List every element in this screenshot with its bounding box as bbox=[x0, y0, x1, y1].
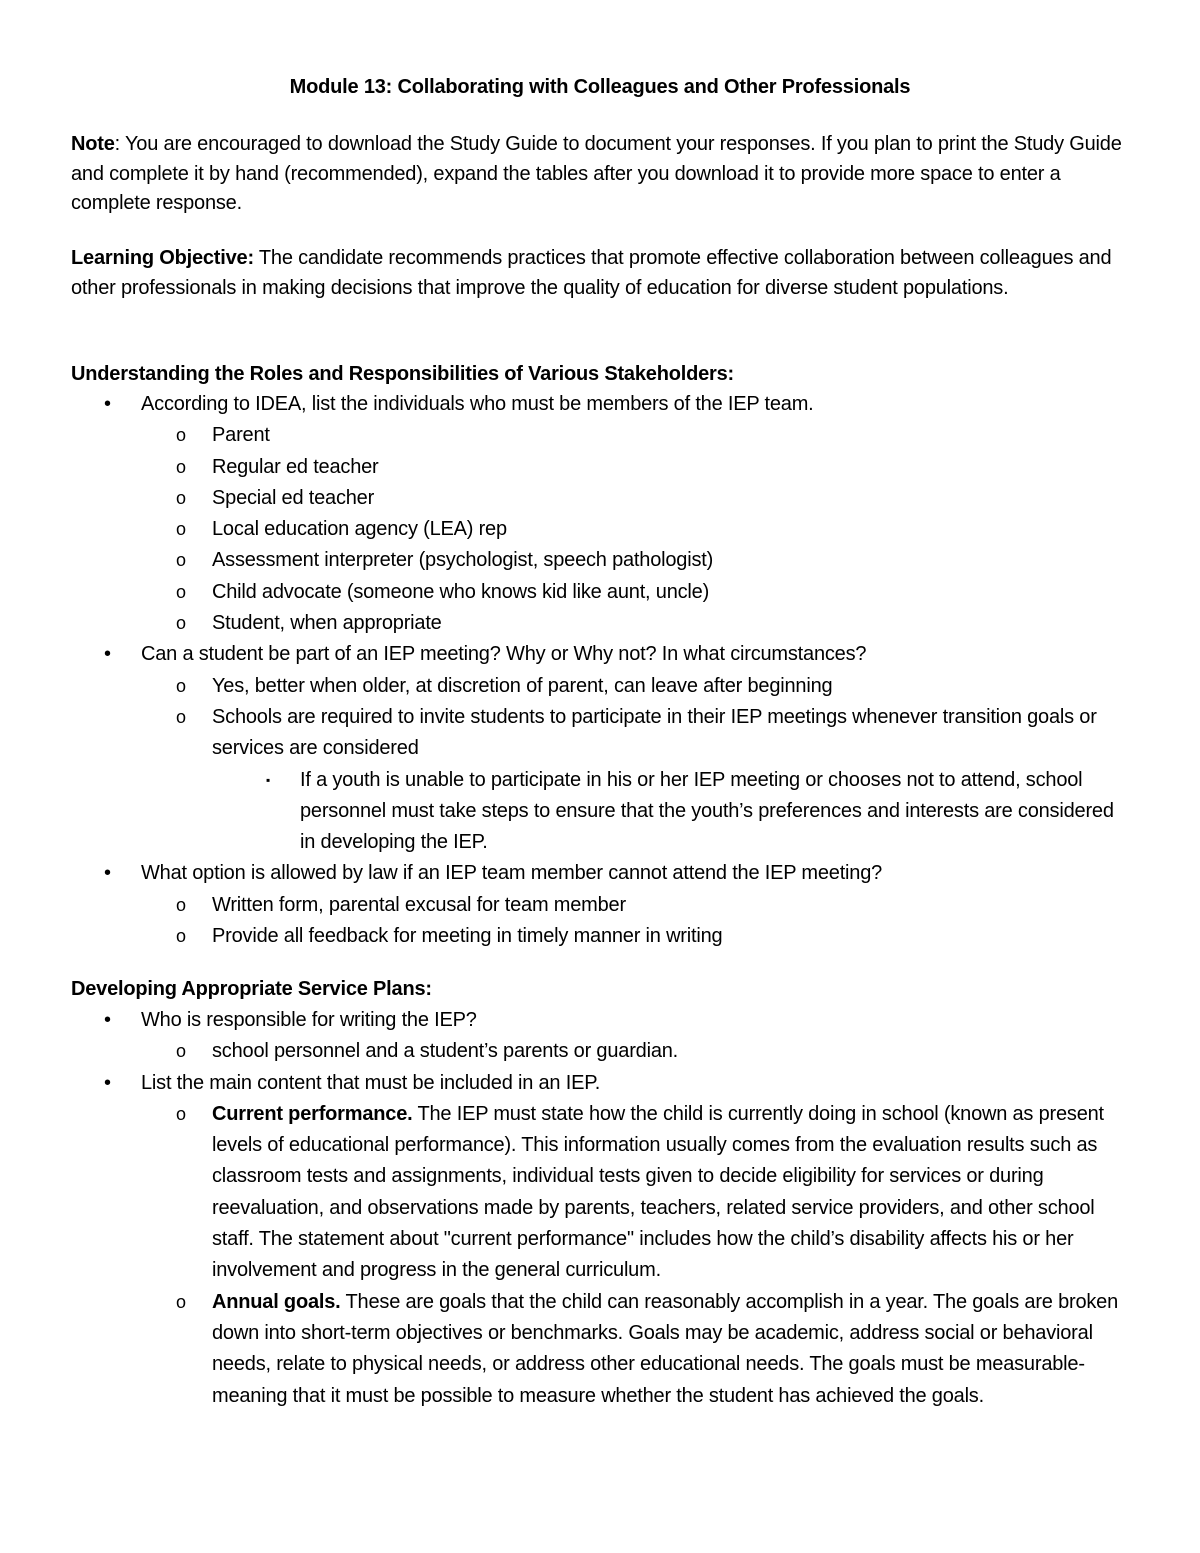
bullet-marker: • bbox=[104, 862, 111, 885]
answer-text: Regular ed teacher bbox=[212, 455, 379, 478]
list-item bbox=[0, 890, 1200, 921]
circle-marker: o bbox=[176, 926, 186, 947]
circle-marker: o bbox=[176, 487, 186, 508]
list-item bbox=[0, 921, 1200, 952]
circle-marker: o bbox=[176, 519, 186, 540]
bullet-marker: • bbox=[104, 643, 111, 666]
answer-text: Yes, better when older, at discretion of parent, can leave after beginning bbox=[212, 674, 833, 697]
question-text: Who is responsible for writing the IEP? bbox=[141, 1009, 477, 1031]
annual-goals-text: These are goals that the child can reasonably accomplish in a year. The goals are broken down into short-term objectives or benchmarks. Goals may be academic, address social or behavioral needs, relate to physical needs, or address other educational needs. The goals must be measurable-meaning that it must be possible to measure whether the student has achieved the goals. bbox=[212, 1290, 1119, 1407]
circle-marker: o bbox=[176, 425, 186, 446]
list-item bbox=[0, 671, 1200, 702]
question-text: According to IDEA, list the individuals who must be members of the IEP team. bbox=[141, 393, 814, 415]
page-title: Module 13: Collaborating with Colleagues and Other Professionals bbox=[289, 76, 911, 98]
answer-text: Written form, parental excusal for team member bbox=[212, 893, 626, 916]
list-item bbox=[0, 1099, 1200, 1287]
list-item bbox=[0, 483, 1200, 514]
list-item bbox=[0, 765, 1200, 859]
question-text: What option is allowed by law if an IEP team member cannot attend the IEP meeting? bbox=[141, 862, 883, 885]
annual-goals-label: Annual goals. bbox=[212, 1290, 341, 1313]
bullet-marker: • bbox=[104, 1009, 111, 1031]
list-item bbox=[0, 702, 1200, 765]
current-performance-label: Current performance. bbox=[212, 1102, 413, 1125]
answer-text: Assessment interpreter (psychologist, speech pathologist) bbox=[212, 549, 714, 572]
bullet-marker: • bbox=[104, 1071, 111, 1094]
circle-marker: o bbox=[176, 456, 186, 477]
section-heading-service-plans: Developing Appropriate Service Plans: bbox=[71, 978, 432, 1000]
list-item bbox=[0, 1287, 1200, 1412]
list-item bbox=[0, 608, 1200, 639]
list-item bbox=[0, 389, 1200, 420]
objective-text: The candidate recommends practices that promote effective collaboration between colleagues and other professionals in making decisions that improve the quality of education for diverse student populations. bbox=[71, 247, 1112, 299]
circle-marker: o bbox=[176, 894, 186, 915]
current-performance-text: The IEP must state how the child is currently doing in school (known as present levels of educational performance). This information usually comes from the evaluation results such as classroom tests and assignments, individual tests given to decide eligibility for services or during reevaluation, and observations made by parents, teachers, related service providers, and other school staff. The statement about "current performance" includes how the child’s disability affects his or her involvement and progress in the general curriculum. bbox=[212, 1102, 1104, 1282]
circle-marker: o bbox=[176, 581, 186, 602]
answer-text bbox=[212, 1287, 1132, 1412]
square-marker: ▪ bbox=[266, 772, 271, 787]
list-item bbox=[0, 1005, 1200, 1036]
note-text: : You are encouraged to download the Study Guide to document your responses. If you plan to print the Study Guide and complete it by hand (recommended), expand the tables after you download it to provide more space to enter a complete response. bbox=[71, 133, 1122, 214]
note-paragraph bbox=[71, 130, 1131, 219]
list-item bbox=[0, 420, 1200, 451]
list-item bbox=[0, 452, 1200, 483]
list-item bbox=[0, 1036, 1200, 1067]
circle-marker: o bbox=[176, 1041, 186, 1062]
answer-text: Special ed teacher bbox=[212, 486, 375, 509]
bullet-marker: • bbox=[104, 393, 111, 415]
circle-marker: o bbox=[176, 1103, 186, 1124]
answer-text: Parent bbox=[212, 424, 270, 447]
list-item bbox=[0, 639, 1200, 670]
question-text: Can a student be part of an IEP meeting? Why or Why not? In what circumstances? bbox=[141, 643, 867, 666]
list-item bbox=[0, 545, 1200, 576]
answer-text: Student, when appropriate bbox=[212, 612, 442, 635]
section-heading-stakeholders: Understanding the Roles and Responsibilities of Various Stakeholders: bbox=[71, 363, 734, 385]
answer-text: school personnel and a student’s parents or guardian. bbox=[212, 1040, 679, 1063]
answer-text bbox=[212, 1099, 1132, 1287]
note-label: Note bbox=[71, 133, 115, 155]
circle-marker: o bbox=[176, 550, 186, 571]
question-text: List the main content that must be included in an IEP. bbox=[141, 1071, 601, 1094]
learning-objective-paragraph bbox=[71, 244, 1131, 303]
answer-text: Child advocate (someone who knows kid like aunt, uncle) bbox=[212, 580, 710, 603]
answer-text: Schools are required to invite students to participate in their IEP meetings whenever transition goals or services are considered bbox=[212, 705, 1097, 760]
circle-marker: o bbox=[176, 706, 186, 727]
circle-marker: o bbox=[176, 675, 186, 696]
list-item bbox=[0, 1068, 1200, 1099]
answer-text: Provide all feedback for meeting in timely manner in writing bbox=[212, 925, 723, 948]
stakeholders-list bbox=[0, 389, 1200, 952]
list-item bbox=[0, 858, 1200, 889]
service-plans-list bbox=[0, 1005, 1200, 1412]
objective-label: Learning Objective: bbox=[71, 247, 254, 269]
circle-marker: o bbox=[176, 1291, 186, 1312]
answer-text: If a youth is unable to participate in his or her IEP meeting or chooses not to attend, school personnel must take steps to ensure that the youth’s preferences and interests are considered in developing the IEP. bbox=[300, 768, 1114, 854]
circle-marker: o bbox=[176, 613, 186, 634]
list-item bbox=[0, 514, 1200, 545]
answer-text: Local education agency (LEA) rep bbox=[212, 518, 507, 541]
list-item bbox=[0, 577, 1200, 608]
